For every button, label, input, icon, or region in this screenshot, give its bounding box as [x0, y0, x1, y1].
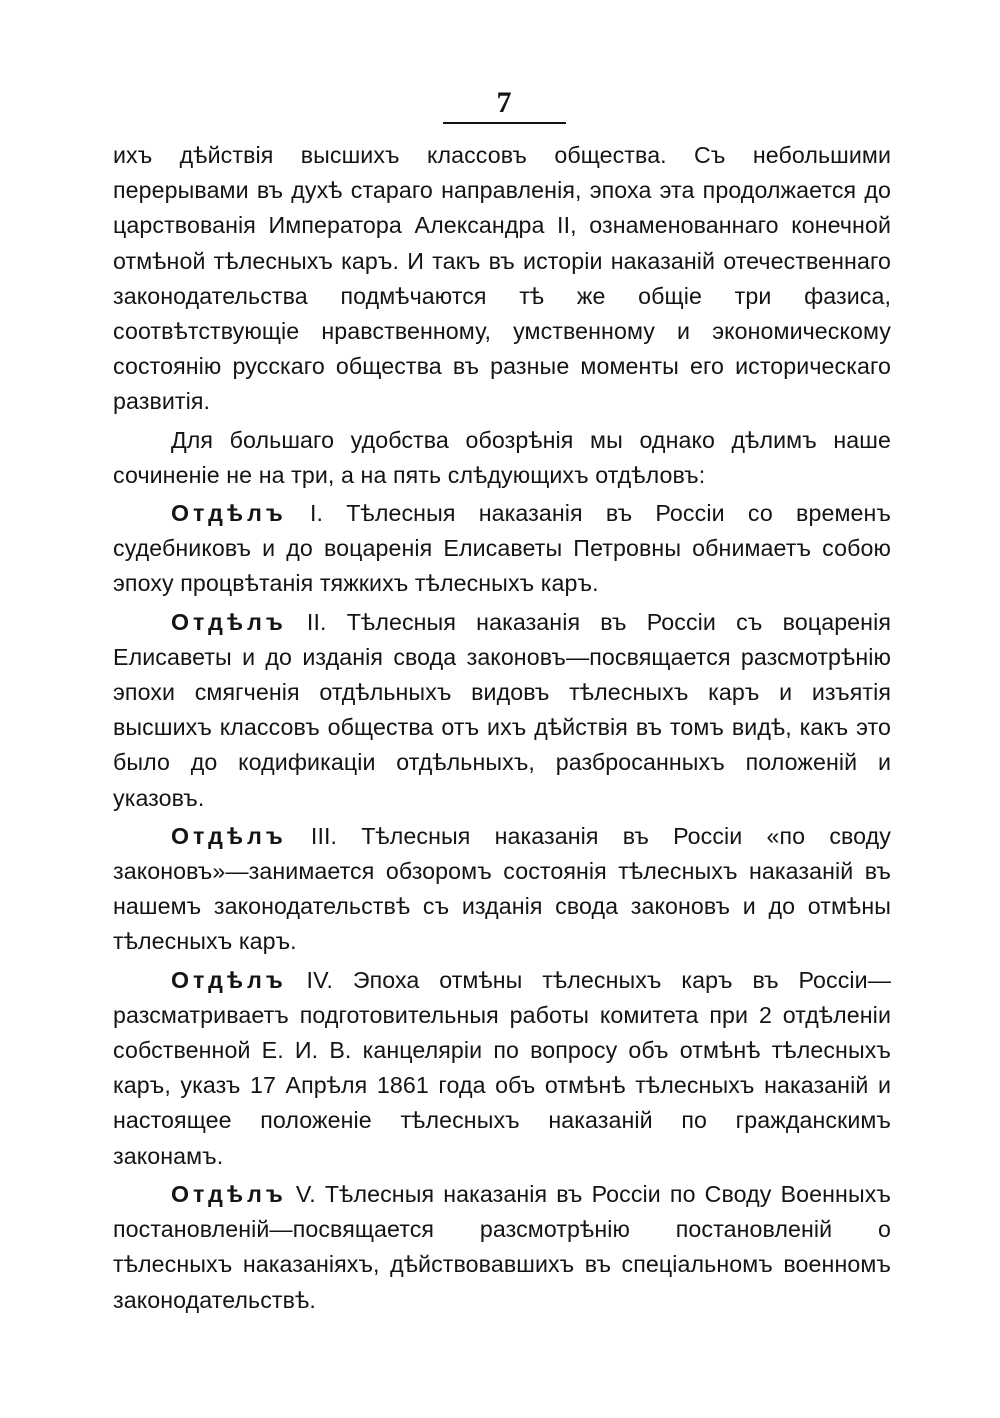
paragraph-text: III. Тѣлесныя наказанія въ Россіи «по своду законовъ»—занимается обзоромъ состоянія тѣлесныхъ наказаній въ нашемъ законодательствѣ съ изданія свода законовъ и до отмѣны тѣлесныхъ каръ.: [113, 822, 891, 955]
paragraph-intro: [113, 423, 891, 493]
paragraph-text: IV. Эпоха отмѣны тѣлесныхъ каръ въ Россіи—разсматриваетъ подготовительныя работы комитета при 2 отдѣленіи собственной Е. И. В. канцеляріи по вопросу объ отмѣнѣ тѣлесныхъ каръ, указъ 17 Апрѣля 1861 года объ отмѣнѣ тѣлесныхъ наказаній и настоящее положеніе тѣлесныхъ наказаній по гражданскимъ законамъ.: [113, 966, 891, 1169]
section-heading: Отдѣлъ: [171, 608, 287, 635]
paragraph-section-1: [113, 496, 891, 602]
paragraph-section-2: [113, 605, 891, 816]
section-heading: Отдѣлъ: [171, 966, 287, 993]
section-heading: Отдѣлъ: [171, 500, 287, 527]
paragraph-section-4: [113, 963, 891, 1174]
paragraph-text: ихъ дѣйствія высшихъ классовъ общества. Съ небольшими перерывами въ духѣ стараго направленія, эпоха эта продолжается до царствованія Императора Александра II, ознаменованнаго конечной отмѣной тѣлесныхъ каръ. И такъ въ исторіи наказаній отечественнаго законодательства подмѣчаются тѣ же общіе три фазиса, соотвѣтствующіе нравственному, умственному и экономическому состоянію русскаго общества въ разные моменты его историческаго развитія.: [113, 142, 891, 415]
paragraph-text: I. Тѣлесныя наказанія въ Россіи со временъ судебниковъ и до воцаренія Елисаветы Петровны обнимаетъ собою эпоху процвѣтанія тяжкихъ тѣлесныхъ каръ.: [113, 500, 891, 597]
paragraph-section-5: [113, 1177, 891, 1318]
section-heading: Отдѣлъ: [171, 1180, 287, 1207]
paragraph-section-3: [113, 819, 891, 960]
page-number: 7: [443, 86, 566, 124]
section-heading: Отдѣлъ: [171, 822, 287, 849]
paragraph-text: Для большаго удобства обозрѣнія мы однако дѣлимъ наше сочиненіе не на три, а на пять слѣдующихъ отдѣловъ:: [113, 426, 891, 488]
paragraph-text: II. Тѣлесныя наказанія въ Россіи съ воцаренія Елисаветы и до изданія свода законовъ—посвящается разсмотрѣнію эпохи смягченія отдѣльныхъ видовъ тѣлесныхъ каръ и изъятія высшихъ классовъ общества отъ ихъ дѣйствія въ томъ видѣ, какъ это было до кодификаціи отдѣльныхъ, разбросанныхъ положеній и указовъ.: [113, 608, 891, 811]
document-page: [113, 86, 891, 1318]
page-header: [113, 86, 891, 124]
paragraph-text: V. Тѣлесныя наказанія въ Россіи по Своду Военныхъ постановленій—посвящается разсмотрѣнію постановленій о тѣлесныхъ наказаніяхъ, дѣйствовавшихъ въ спеціальномъ военномъ законодательствѣ.: [113, 1180, 891, 1313]
paragraph-continuation: [113, 138, 891, 420]
body-text: [113, 138, 891, 1318]
